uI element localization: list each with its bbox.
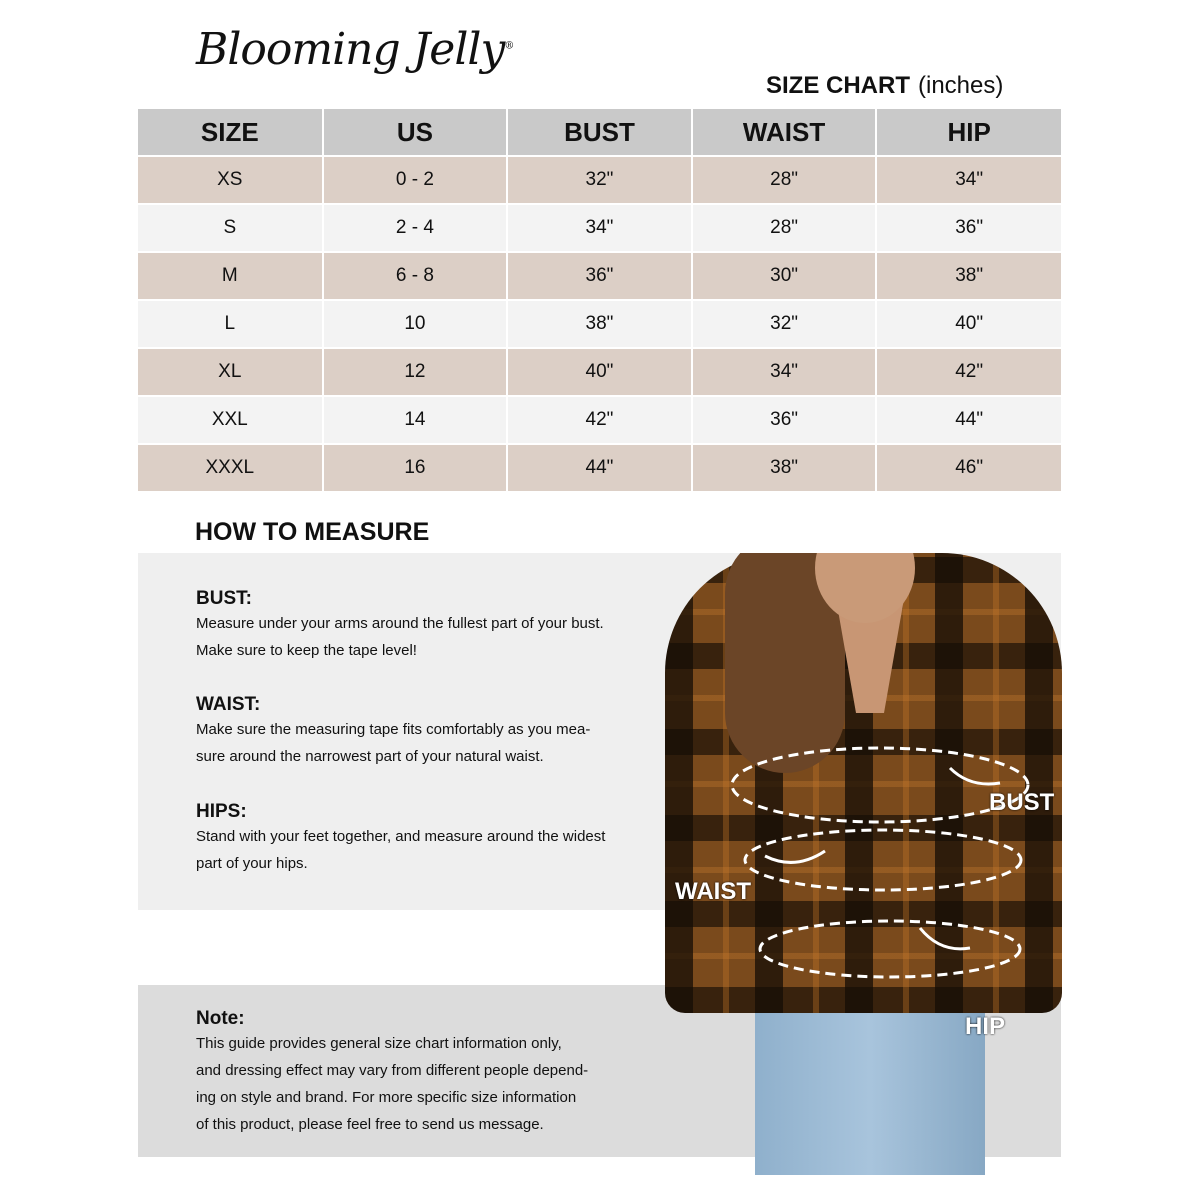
unit-text: (inches) [918,72,1004,99]
note-line: This guide provides general size chart information only, [196,1035,562,1052]
table-cell: 38" [692,444,877,491]
table-cell: 42" [507,396,692,444]
waist-heading: WAIST: [196,694,261,715]
table-cell: 38" [876,252,1061,300]
col-bust: BUST [507,108,692,156]
title-text: SIZE CHART [766,72,910,99]
table-cell: 0 - 2 [323,156,508,204]
table-cell: 36" [876,204,1061,252]
measure-lines [665,553,1062,1175]
table-cell: 42" [876,348,1061,396]
table-cell: 16 [323,444,508,491]
logo-text: Blooming Jelly [196,24,505,75]
table-cell: 40" [507,348,692,396]
table-cell: L [138,300,323,348]
table-cell: 46" [876,444,1061,491]
col-size: SIZE [138,108,323,156]
table-row [138,348,1061,396]
table-cell: 44" [507,444,692,491]
note-section [196,1008,666,1138]
table-cell: S [138,204,323,252]
hips-line: Stand with your feet together, and measure around the widest [196,828,606,845]
size-table [138,107,1061,491]
table-cell: 34" [507,204,692,252]
waist-section [196,694,666,770]
hips-section [196,801,666,877]
table-cell: 28" [692,156,877,204]
table-cell: 30" [692,252,877,300]
table-row [138,396,1061,444]
table-cell: 36" [507,252,692,300]
hips-heading: HIPS: [196,801,247,822]
col-waist: WAIST [692,108,877,156]
bust-arrow [950,768,1000,784]
table-cell: 2 - 4 [323,204,508,252]
table-row [138,204,1061,252]
table-cell: XL [138,348,323,396]
bust-line: Measure under your arms around the fullest part of your bust. [196,615,604,632]
waist-label: WAIST [675,878,751,905]
hip-tape [760,921,1020,977]
table-cell: M [138,252,323,300]
table-cell: 34" [692,348,877,396]
table-header-row [138,108,1061,156]
table-cell: 44" [876,396,1061,444]
hips-line: part of your hips. [196,855,308,872]
table-row [138,252,1061,300]
table-cell: 14 [323,396,508,444]
table-cell: 28" [692,204,877,252]
bust-label: BUST [989,789,1055,816]
table-cell: 12 [323,348,508,396]
table-cell: 34" [876,156,1061,204]
table-cell: 6 - 8 [323,252,508,300]
col-us: US [323,108,508,156]
waist-line: Make sure the measuring tape fits comfortably as you mea- [196,721,591,738]
table-cell: 32" [692,300,877,348]
how-to-measure-title: HOW TO MEASURE [195,518,430,546]
bust-heading: BUST: [196,588,252,609]
table-row [138,300,1061,348]
col-hip: HIP [876,108,1061,156]
table-row [138,444,1061,491]
note-line: of this product, please feel free to send us message. [196,1116,544,1133]
table-cell: XXL [138,396,323,444]
size-chart-title [766,72,1003,100]
note-heading: Note: [196,1008,245,1029]
note-line: ing on style and brand. For more specific size information [196,1089,577,1106]
bust-section [196,588,666,664]
hip-arrow [920,928,970,949]
table-cell: XS [138,156,323,204]
note-line: and dressing effect may vary from different people depend- [196,1062,589,1079]
table-cell: 40" [876,300,1061,348]
table-cell: 32" [507,156,692,204]
waist-line: sure around the narrowest part of your natural waist. [196,748,544,765]
brand-logo: Blooming Jelly® [196,24,514,75]
table-cell: 38" [507,300,692,348]
bust-line: Make sure to keep the tape level! [196,642,417,659]
waist-arrow [765,851,825,862]
model-photo [665,553,1062,1175]
table-cell: 10 [323,300,508,348]
waist-tape [745,830,1021,890]
table-cell: 36" [692,396,877,444]
hip-label: HIP [965,1013,1006,1040]
table-row [138,156,1061,204]
table-cell: XXXL [138,444,323,491]
